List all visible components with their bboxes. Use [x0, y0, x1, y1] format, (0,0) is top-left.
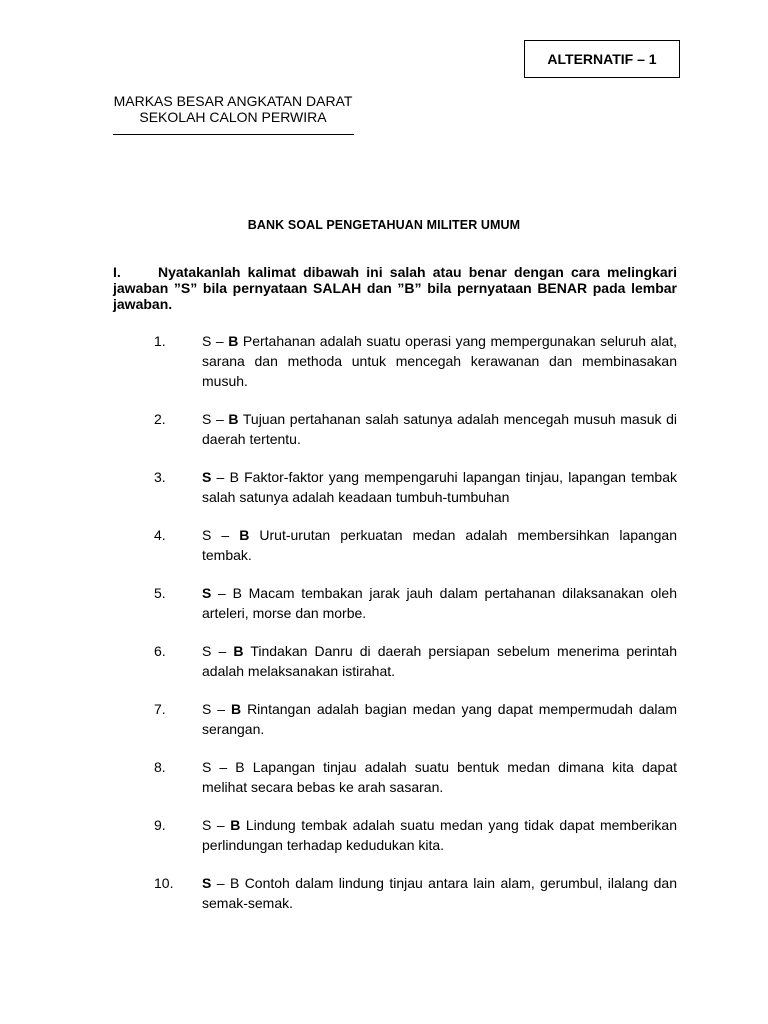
answer-choice	[202, 701, 241, 717]
choice-b: B	[232, 585, 242, 601]
choice-dash: –	[211, 875, 230, 891]
question-body	[202, 409, 677, 449]
choice-b: B	[231, 701, 242, 717]
answer-choice	[202, 643, 243, 659]
question-body	[202, 583, 677, 623]
answer-choice	[202, 875, 239, 891]
choice-b: B	[235, 759, 245, 775]
choice-dash: –	[211, 701, 231, 717]
choice-dash: –	[211, 333, 229, 349]
question-body	[202, 757, 677, 797]
question-number: 8.	[154, 759, 166, 775]
question-text: Rintangan adalah bagian medan yang dapat mempermudah dalam serangan.	[202, 701, 677, 737]
choice-dash: –	[211, 643, 234, 659]
question-number: 6.	[154, 643, 166, 659]
answer-choice	[202, 759, 245, 775]
choice-b: B	[228, 411, 239, 427]
choice-dash: –	[211, 527, 240, 543]
question-body	[202, 467, 677, 507]
choice-dash: –	[211, 469, 230, 485]
alternative-label: ALTERNATIF – 1	[547, 51, 657, 67]
choice-s: S	[202, 585, 212, 601]
question-body	[202, 815, 677, 855]
org-underline-divider	[113, 134, 354, 135]
choice-s: S	[202, 469, 212, 485]
choice-s: S	[202, 333, 212, 349]
section-instruction-text: Nyatakanlah kalimat dibawah ini salah atau benar dengan cara melingkari jawaban ”S” bila pernyataan SALAH dan ”B” bila pernyataan BENAR pada lembar jawaban.	[113, 264, 677, 312]
choice-s: S	[202, 643, 212, 659]
question-number: 9.	[154, 817, 166, 833]
answer-choice	[202, 333, 238, 349]
choice-dash: –	[211, 759, 236, 775]
question-number: 1.	[154, 333, 166, 349]
choice-b: B	[230, 817, 241, 833]
question-text: Macam tembakan jarak jauh dalam pertahanan dilaksanakan oleh arteleri, morse dan morbe.	[202, 585, 677, 621]
question-text: Lapangan tinjau adalah suatu bentuk medan dimana kita dapat melihat secara bebas ke arah sasaran.	[202, 759, 677, 795]
section-instruction	[113, 264, 677, 312]
choice-s: S	[202, 817, 212, 833]
question-body	[202, 873, 677, 913]
answer-choice	[202, 817, 240, 833]
question-body	[202, 331, 677, 391]
question-text: Lindung tembak adalah suatu medan yang tidak dapat memberikan perlindungan terhadap kedudukan kita.	[202, 817, 677, 853]
question-text: Tujuan pertahanan salah satunya adalah mencegah musuh masuk di daerah tertentu.	[202, 411, 678, 447]
alternative-label-box	[524, 40, 680, 78]
choice-s: S	[202, 759, 212, 775]
choice-s: S	[202, 411, 212, 427]
choice-s: S	[202, 875, 212, 891]
question-number: 4.	[154, 527, 166, 543]
question-number: 3.	[154, 469, 166, 485]
choice-dash: –	[211, 817, 231, 833]
answer-choice	[202, 527, 249, 543]
choice-b: B	[233, 643, 244, 659]
question-text: Faktor-faktor yang mempengaruhi lapangan tinjau, lapangan tembak salah satunya adalah keadaan tumbuh-tumbuhan	[202, 469, 677, 505]
question-number: 10.	[154, 875, 174, 891]
choice-b: B	[239, 527, 250, 543]
answer-choice	[202, 469, 239, 485]
question-text: Tindakan Danru di daerah persiapan sebelum menerima perintah adalah melaksanakan istirahat.	[202, 643, 677, 679]
question-text: Contoh dalam lindung tinjau antara lain alam, gerumbul, ilalang dan semak-semak.	[202, 875, 677, 911]
choice-s: S	[202, 701, 212, 717]
answer-choice	[202, 585, 242, 601]
choice-s: S	[202, 527, 212, 543]
choice-dash: –	[211, 411, 229, 427]
question-number: 7.	[154, 701, 166, 717]
question-number: 2.	[154, 411, 166, 427]
choice-b: B	[229, 875, 240, 891]
question-body	[202, 641, 677, 681]
answer-choice	[202, 411, 239, 427]
question-body	[202, 525, 677, 565]
choice-b: B	[228, 333, 239, 349]
question-text: Pertahanan adalah suatu operasi yang mempergunakan seluruh alat, sarana dan methoda untuk mencegah kerawanan dan membinasakan musuh.	[202, 333, 678, 389]
document-title: BANK SOAL PENGETAHUAN MILITER UMUM	[247, 218, 521, 232]
question-body	[202, 699, 677, 739]
question-number: 5.	[154, 585, 166, 601]
org-line-2: SEKOLAH CALON PERWIRA	[139, 109, 327, 125]
organization-header	[113, 93, 353, 125]
org-line-1: MARKAS BESAR ANGKATAN DARAT	[113, 93, 353, 109]
choice-b: B	[229, 469, 239, 485]
section-numeral: I.	[113, 264, 121, 280]
question-text: Urut-urutan perkuatan medan adalah membersihkan lapangan tembak.	[202, 527, 677, 563]
choice-dash: –	[211, 585, 233, 601]
